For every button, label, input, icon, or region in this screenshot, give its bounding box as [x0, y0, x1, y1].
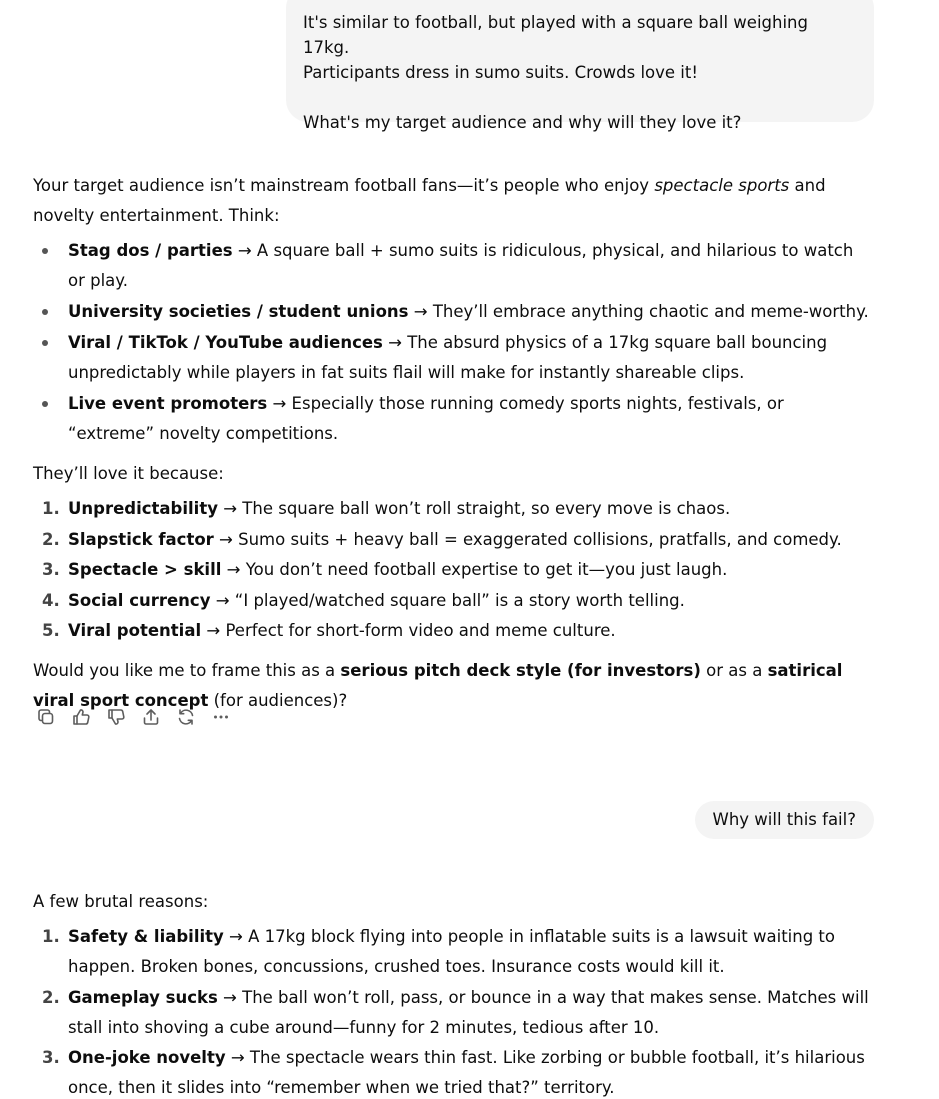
list-item: 1. Safety & liability → A 17kg block flying into people in inflatable suits is a lawsuit waiting to happen. Broken bones, concussions, crushed toes. Insurance costs would kill it. [42, 927, 835, 976]
list-item: 5. Viral potential → Perfect for short-form video and meme culture. [42, 621, 616, 641]
user-message-bubble [695, 801, 874, 839]
copy-icon [36, 707, 56, 727]
share-icon [141, 707, 161, 727]
user-message-line: It's similar to football, but played with a square ball weighing 17kg. [303, 13, 808, 57]
list-item: 3. Spectacle > skill → You don’t need football expertise to get it—you just laugh. [42, 560, 728, 580]
more-icon [211, 707, 231, 727]
list-item: 3. One-joke novelty → The spectacle wears thin fast. Like zorbing or bubble football, it’s hilarious once, then it slides into “remember when we tried that?” territory. [42, 1048, 865, 1098]
audience-list [33, 236, 873, 449]
list-item: Stag dos / parties → A square ball + sumo suits is ridiculous, physical, and hilarious to watch or play. [33, 236, 873, 296]
assistant-paragraph: They’ll love it because: [33, 464, 224, 483]
thumbs-down-button[interactable] [104, 705, 128, 729]
regenerate-button[interactable] [174, 705, 198, 729]
assistant-paragraph: Your target audience isn’t mainstream football fans—it’s people who enjoy spectacle sports and novelty entertainment. Think: [33, 176, 826, 225]
reasons-list [33, 494, 873, 646]
share-button[interactable] [139, 705, 163, 729]
assistant-paragraph: A few brutal reasons: [33, 892, 209, 911]
assistant-message [33, 887, 873, 1099]
message-actions-toolbar [34, 705, 233, 729]
copy-button[interactable] [34, 705, 58, 729]
bullet-dot [42, 309, 48, 315]
user-message-bubble [286, 0, 874, 132]
assistant-paragraph: Would you like me to frame this as a serious pitch deck style (for investors) or as a satirical viral sport concept (for audiences)? [33, 661, 843, 711]
user-message-line: Why will this fail? [712, 810, 856, 829]
list-item: 4. Social currency → “I played/watched square ball” is a story worth telling. [42, 590, 685, 610]
thumbs-up-button[interactable] [69, 705, 93, 729]
user-message-line: What's my target audience and why will they love it? [303, 113, 742, 132]
assistant-message [33, 171, 873, 716]
bullet-dot [42, 401, 48, 407]
thumbs-down-icon [106, 707, 126, 727]
failure-reasons-list [33, 922, 873, 1099]
bullet-dot [42, 248, 48, 254]
more-options-button[interactable] [209, 705, 233, 729]
thumbs-up-icon [71, 707, 91, 727]
list-item: University societies / student unions → They’ll embrace anything chaotic and meme-worthy. [33, 297, 873, 327]
bullet-dot [42, 340, 48, 346]
list-item: Viral / TikTok / YouTube audiences → The absurd physics of a 17kg square ball bouncing unpredictably while players in fat suits flail will make for instantly shareable clips. [33, 328, 873, 388]
list-item: Live event promoters → Especially those running comedy sports nights, festivals, or “extreme” novelty competitions. [33, 389, 873, 449]
user-message-line: Participants dress in sumo suits. Crowds love it! [303, 63, 698, 82]
regenerate-icon [176, 707, 196, 727]
list-item: 1. Unpredictability → The square ball won’t roll straight, so every move is chaos. [42, 499, 731, 518]
list-item: 2. Slapstick factor → Sumo suits + heavy ball = exaggerated collisions, pratfalls, and comedy. [42, 529, 842, 549]
list-item: 2. Gameplay sucks → The ball won’t roll, pass, or bounce in a way that makes sense. Matches will stall into shoving a cube around—funny for 2 minutes, tedious after 10. [42, 987, 869, 1037]
